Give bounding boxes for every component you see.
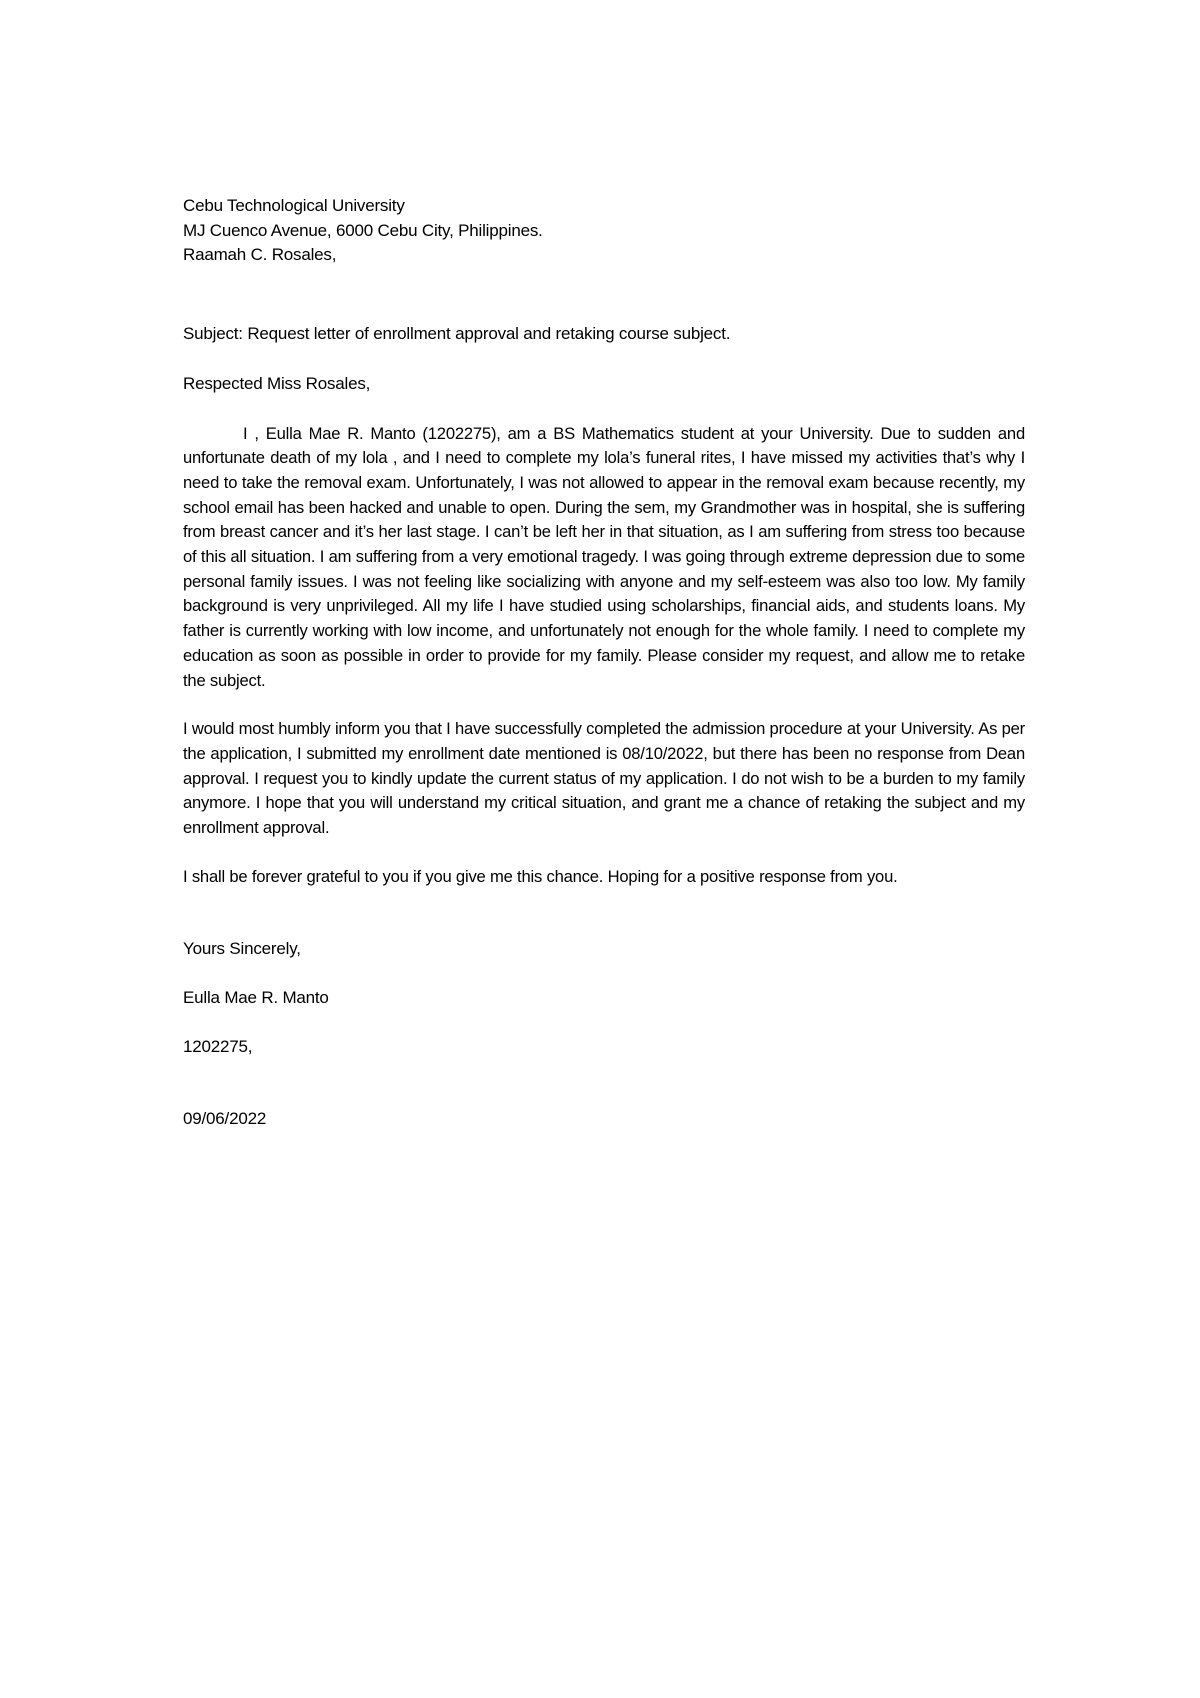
recipient-institution: Cebu Technological University xyxy=(183,196,405,215)
recipient-address: MJ Cuenco Avenue, 6000 Cebu City, Philippines. xyxy=(183,220,543,240)
letter-date: 09/06/2022 xyxy=(183,1108,267,1128)
closing: Yours Sincerely, xyxy=(183,939,301,959)
subject-line: Subject: Request letter of enrollment approval and retaking course subject. xyxy=(183,324,731,344)
letter-body xyxy=(183,194,1025,1131)
paragraph-3: I shall be forever grateful to you if you give me this chance. Hoping for a positive response from you. xyxy=(183,866,898,886)
signature-name: Eulla Mae R. Manto xyxy=(183,988,329,1008)
recipient-name: Raamah C. Rosales, xyxy=(183,245,337,265)
salutation: Respected Miss Rosales, xyxy=(183,373,371,393)
paragraph-1: I , Eulla Mae R. Manto (1202275), am a BS Mathematics student at your University. Due to sudden and unfortunate death of my lola , and I need to complete my lola’s funeral rites, I have missed my activities that’s why I need to take the removal exam. Unfortunately, I was not allowed to appear in the removal exam because recently, my school email has been hacked and unable to open. During the sem, my Grandmother was in hospital, she is suffering from breast cancer and it’s her last stage. I can’t be left her in that situation, as I am suffering from stress too because of this all situation. I am suffering from a very emotional tragedy. I was going through extreme depression due to some personal family issues. I was not feeling like socializing with anyone and my self-esteem was also too low. My family background is very unprivileged. All my life I have studied using scholarships, financial aids, and students loans. My father is currently working with low income, and unfortunately not enough for the whole family. I need to complete my education as soon as possible in order to provide for my family. Please consider my request, and allow me to retake the subject. xyxy=(183,423,1025,690)
student-id: 1202275, xyxy=(183,1036,253,1056)
paragraph-2: I would most humbly inform you that I have successfully completed the admission procedure at your University. As per the application, I submitted my enrollment date mentioned is 08/10/2022, but there has been no response from Dean approval. I request you to kindly update the current status of my application. I do not wish to be a burden to my family anymore. I hope that you will understand my critical situation, and grant me a chance of retaking the subject and my enrollment approval. xyxy=(183,719,1025,838)
